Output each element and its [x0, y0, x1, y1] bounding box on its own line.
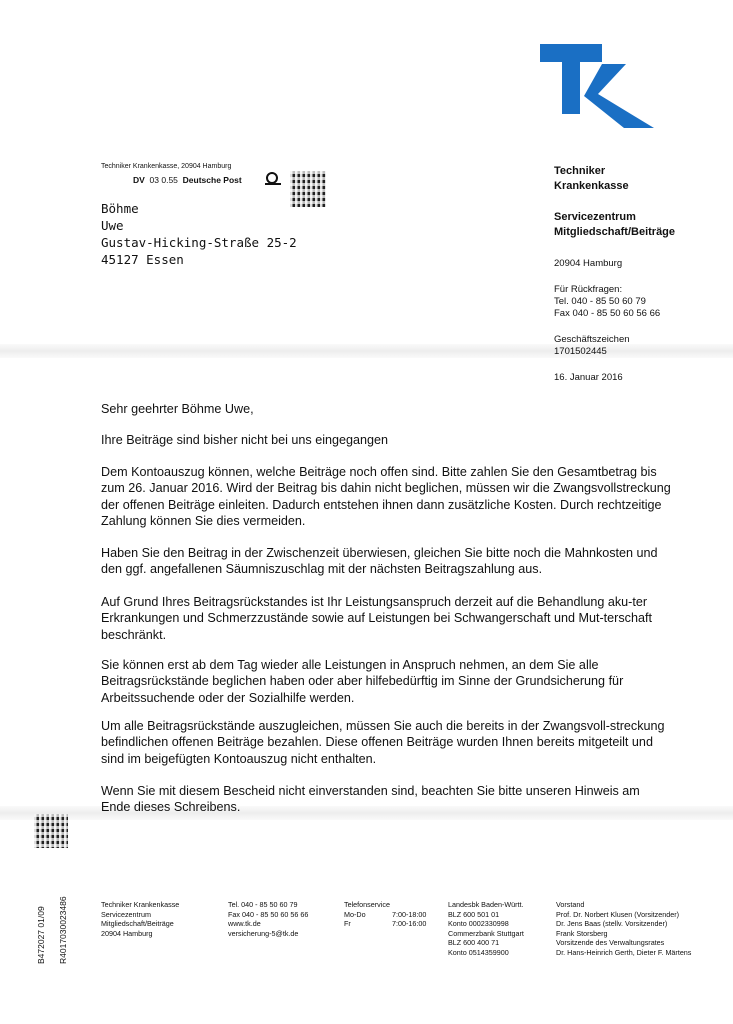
footer-line: Prof. Dr. Norbert Klusen (Vorsitzender) — [556, 909, 680, 919]
footer-hours-title: Telefonservice — [344, 900, 390, 909]
org-name — [554, 164, 629, 194]
page-datamatrix — [34, 814, 68, 848]
footer-hours — [344, 900, 446, 929]
paragraph: Sie können erst ab dem Tag wieder alle Leistungen in Anspruch nehmen, an dem Sie alle Beitragsrückstände beglichen haben oder aber hilfebedürftig im Sinne der Grundsicherung für Arbeitssuchende oder der Sozialhilfe werden. — [101, 658, 624, 705]
contact-label: Für Rückfragen: — [554, 284, 623, 295]
footer-line: versicherung-5@tk.de — [228, 928, 299, 938]
paragraph: Haben Sie den Beitrag in der Zwischenzeit überwiesen, gleichen Sie bitte noch die Mahnkosten und den ggf. angefallenen Säumniszuschlag mit der nächsten Beitragszahlung aus. — [101, 546, 658, 577]
hours-day: Mo-Do — [344, 909, 366, 919]
org-line: Techniker — [554, 165, 606, 177]
letter-date: 16. Januar 2016 — [554, 372, 623, 383]
paragraph: Um alle Beitragsrückstände auszugleichen, müssen Sie auch die bereits in der Zwangsvoll-streckung befindlichen offenen Beiträge bezahlen. Diese offenen Beiträge wurden Ihnen bereits mitgeteilt und sind im beigefügten Kontoauszug nicht enthalten. — [101, 719, 665, 766]
reference-value: 1701502445 — [554, 346, 607, 357]
footer-contact — [228, 900, 308, 938]
recipient-line: Gustav-Hicking-Straße 25-2 — [101, 235, 297, 250]
salutation: Sehr geehrter Böhme Uwe, — [101, 402, 254, 416]
org-line: Krankenkasse — [554, 180, 629, 192]
contact-tel: Tel. 040 - 85 50 60 79 — [554, 296, 646, 307]
postage-carrier: Deutsche Post — [182, 175, 242, 185]
footer-line: www.tk.de — [228, 919, 261, 929]
footer-line: BLZ 600 400 71 — [448, 938, 500, 948]
recipient-line: 45127 Essen — [101, 252, 184, 267]
paragraph: Auf Grund Ihres Beitragsrückstandes ist Ihr Leistungsanspruch derzeit auf die Behandlung aku-ter Erkrankungen und Schmerzzustände sowie auf Leistungen bei Schwangerschaft und Mut-terschaft beschränkt. — [101, 595, 652, 642]
footer-address — [101, 900, 179, 938]
reference-label: Geschäftszeichen — [554, 334, 630, 345]
dept-line: Mitgliedschaft/Beiträge — [554, 226, 676, 238]
postage-imprint — [133, 175, 242, 185]
tk-logo — [540, 44, 654, 130]
recipient-address — [101, 200, 297, 268]
footer-line: BLZ 600 501 01 — [448, 909, 500, 919]
recipient-line: Uwe — [101, 218, 124, 233]
footer-line: 20904 Hamburg — [101, 928, 153, 938]
hours-row — [344, 910, 446, 920]
footer-line: Vorsitzende des Verwaltungsrates — [556, 938, 665, 948]
footer-line: Commerzbank Stuttgart — [448, 928, 524, 938]
footer-line: Konto 0514359900 — [448, 947, 509, 957]
footer-board — [556, 900, 691, 958]
sidebar-city: 20904 Hamburg — [554, 258, 623, 269]
department — [554, 210, 675, 240]
recipient-line: Böhme — [101, 201, 139, 216]
postage-values: 03 0.55 — [149, 175, 178, 185]
footer-line: Techniker Krankenkasse — [101, 900, 180, 909]
footer-line: Frank Storsberg — [556, 928, 608, 938]
hours-time: 7:00-18:00 — [392, 909, 427, 919]
hours-day: Fr — [344, 919, 351, 929]
reference-block — [554, 334, 630, 358]
footer-line: Servicezentrum — [101, 909, 151, 919]
sender-line: Techniker Krankenkasse, 20904 Hamburg — [101, 163, 232, 170]
footer-line: Dr. Hans-Heinrich Gerth, Dieter F. Märtens — [556, 947, 692, 957]
footer-line: Fax 040 - 85 50 60 56 66 — [228, 909, 309, 919]
paragraph: Dem Kontoauszug können, welche Beiträge noch offen sind. Bitte zahlen Sie den Gesamtbetrag bis zum 26. Januar 2016. Wird der Beitrag bis dahin nicht beglichen, müssen wir die Zwangsvollstreckung der offenen Beiträge einleiten. Dadurch entstehen ihnen dann zusätzliche Kosten. Durch rechtzeitige Zahlung können Sie dies vermeiden. — [101, 465, 671, 529]
post-horn-icon — [263, 172, 283, 186]
paragraph: Wenn Sie mit diesem Bescheid nicht einverstanden sind, beachten Sie bitte unseren Hinweis am Ende dieses Schreibens. — [101, 784, 640, 815]
footer-line: Dr. Jens Baas (stellv. Vorsitzender) — [556, 919, 668, 929]
hours-row — [344, 919, 446, 929]
footer-line: Vorstand — [556, 900, 585, 909]
contact-fax: Fax 040 - 85 50 60 56 66 — [554, 308, 661, 319]
footer-line: Konto 0002330998 — [448, 919, 509, 929]
footer-line: Landesbk Baden-Württ. — [448, 900, 524, 909]
footer-bank — [448, 900, 524, 958]
hours-time: 7:00-16:00 — [392, 919, 427, 929]
footer-line: Mitgliedschaft/Beiträge — [101, 919, 174, 929]
dept-line: Servicezentrum — [554, 211, 636, 223]
document-id: R4017030023486 — [58, 896, 68, 964]
footer-line: Tel. 040 - 85 50 60 79 — [228, 900, 298, 909]
subject-line: Ihre Beiträge sind bisher nicht bei uns eingegangen — [101, 433, 389, 447]
contact-block — [554, 284, 660, 320]
form-code: B472027 01/09 — [36, 906, 46, 964]
postage-code: DV — [133, 175, 145, 185]
